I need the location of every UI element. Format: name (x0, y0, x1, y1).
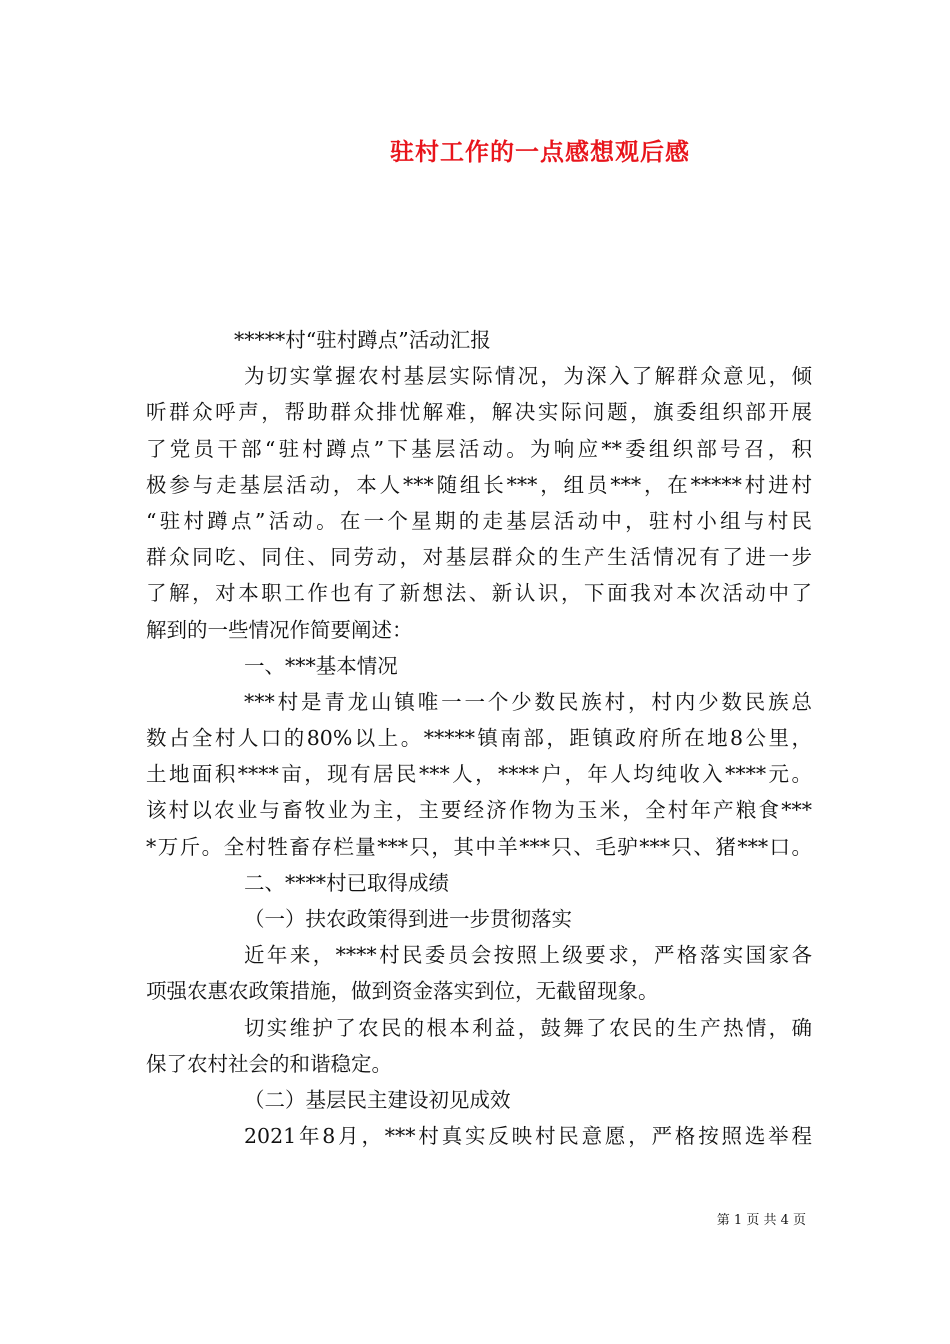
text-line: 听群众呼声，帮助群众排忧解难，解决实际问题，旗委组织部开展 (146, 400, 812, 425)
text-line: 了解，对本职工作也有了新想法、新认识，下面我对本次活动中了 (146, 581, 812, 606)
text-line: （一）扶农政策得到进一步贯彻落实 (244, 907, 572, 931)
text-line: 解到的一些情况作简要阐述： (146, 617, 413, 642)
text-line: 为切实掌握农村基层实际情况，为深入了解群众意见，倾 (244, 364, 812, 389)
text-line: 土地面积****亩，现有居民***人，****户，年人均纯收入****元。 (146, 762, 812, 787)
text-line: 一、***基本情况 (244, 653, 398, 678)
text-line: 数占全村人口的80%以上。*****镇南部，距镇政府所在地8公里， (146, 726, 812, 751)
text-line: 极参与走基层活动，本人***随组长***，组员***，在*****村进村 (146, 472, 812, 497)
text-line: *****村“驻村蹲点”活动汇报 (234, 328, 491, 352)
text-line: 该村以农业与畜牧业为主，主要经济作物为玉米，全村年产粮食*** (146, 798, 812, 823)
document-title: 驻村工作的一点感想观后感 (390, 137, 690, 166)
page-footer: 第 1 页 共 4 页 (716, 1213, 806, 1228)
text-line: 近年来，****村民委员会按照上级要求，严格落实国家各 (244, 943, 812, 968)
text-line: （二）基层民主建设初见成效 (244, 1087, 511, 1112)
text-line: 保了农村社会的和谐稳定。 (146, 1051, 392, 1076)
text-line: 了党员干部“驻村蹲点”下基层活动。为响应**委组织部号召，积 (146, 436, 812, 461)
text-line: ***村是青龙山镇唯一一个少数民族村，村内少数民族总 (244, 689, 812, 714)
text-line: “驻村蹲点”活动。在一个星期的走基层活动中，驻村小组与村民 (146, 508, 812, 533)
text-line: *万斤。全村牲畜存栏量***只，其中羊***只、毛驴***只、猪***口。 (146, 834, 812, 859)
text-line: 群众同吃、同住、同劳动，对基层群众的生产生活情况有了进一步 (146, 545, 812, 570)
text-line: 切实维护了农民的根本利益，鼓舞了农民的生产热情，确 (244, 1015, 812, 1040)
document-body (146, 322, 812, 1154)
text-line: 2021年8月，***村真实反映村民意愿，严格按照选举程 (244, 1124, 812, 1149)
text-line: 二、****村已取得成绩 (244, 870, 449, 895)
text-line: 项强农惠农政策措施，做到资金落实到位，无截留现象。 (146, 979, 659, 1004)
